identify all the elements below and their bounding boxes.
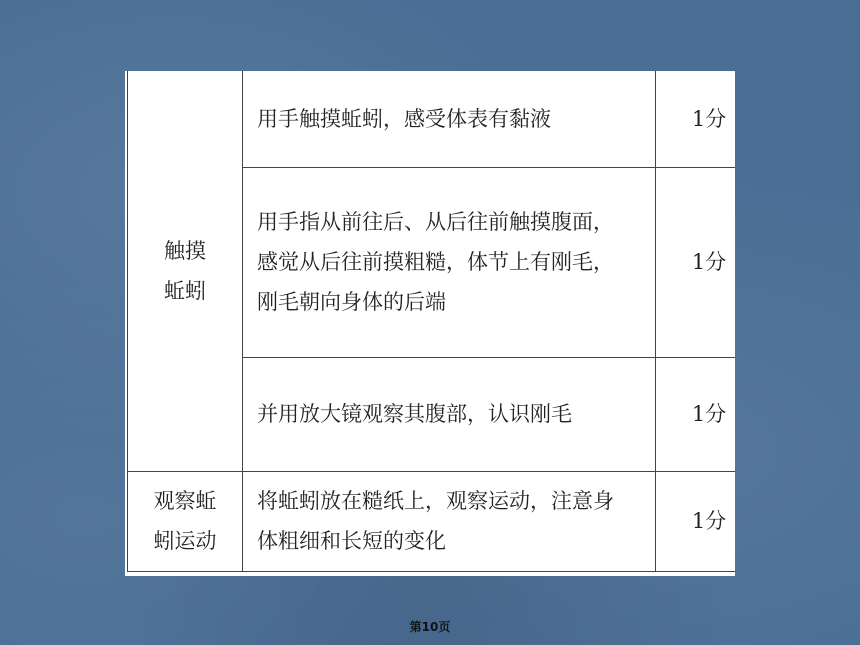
score-text: 1分 bbox=[691, 402, 727, 426]
description-cell bbox=[243, 71, 656, 167]
description-cell bbox=[243, 471, 656, 571]
score-cell bbox=[656, 471, 736, 571]
description-text: 并用放大镜观察其腹部，认识刚毛 bbox=[257, 402, 572, 426]
category-cell bbox=[128, 71, 243, 471]
category-label: 触摸 蚯蚓 bbox=[164, 238, 206, 303]
table-row bbox=[128, 71, 736, 167]
score-text: 1分 bbox=[691, 509, 727, 533]
slide-table-image bbox=[125, 71, 735, 576]
description-text: 用手指从前往后、从后往前触摸腹面， 感觉从后往前摸粗糙，体节上有刚毛， 刚毛朝向身体的后端 bbox=[257, 210, 614, 314]
score-text: 1分 bbox=[691, 250, 727, 274]
score-cell bbox=[656, 357, 736, 471]
score-text: 1分 bbox=[691, 106, 727, 131]
rubric-table bbox=[127, 71, 735, 572]
table-row bbox=[128, 471, 736, 571]
score-cell bbox=[656, 71, 736, 167]
description-cell bbox=[243, 167, 656, 357]
score-cell bbox=[656, 167, 736, 357]
description-cell bbox=[243, 357, 656, 471]
category-label: 观察蚯 蚓运动 bbox=[153, 489, 217, 553]
category-cell bbox=[128, 471, 243, 571]
description-text: 用手触摸蚯蚓，感受体表有黏液 bbox=[257, 106, 551, 131]
description-text: 将蚯蚓放在糙纸上，观察运动，注意身 体粗细和长短的变化 bbox=[257, 489, 614, 553]
page-number: 第10页 bbox=[409, 620, 451, 634]
